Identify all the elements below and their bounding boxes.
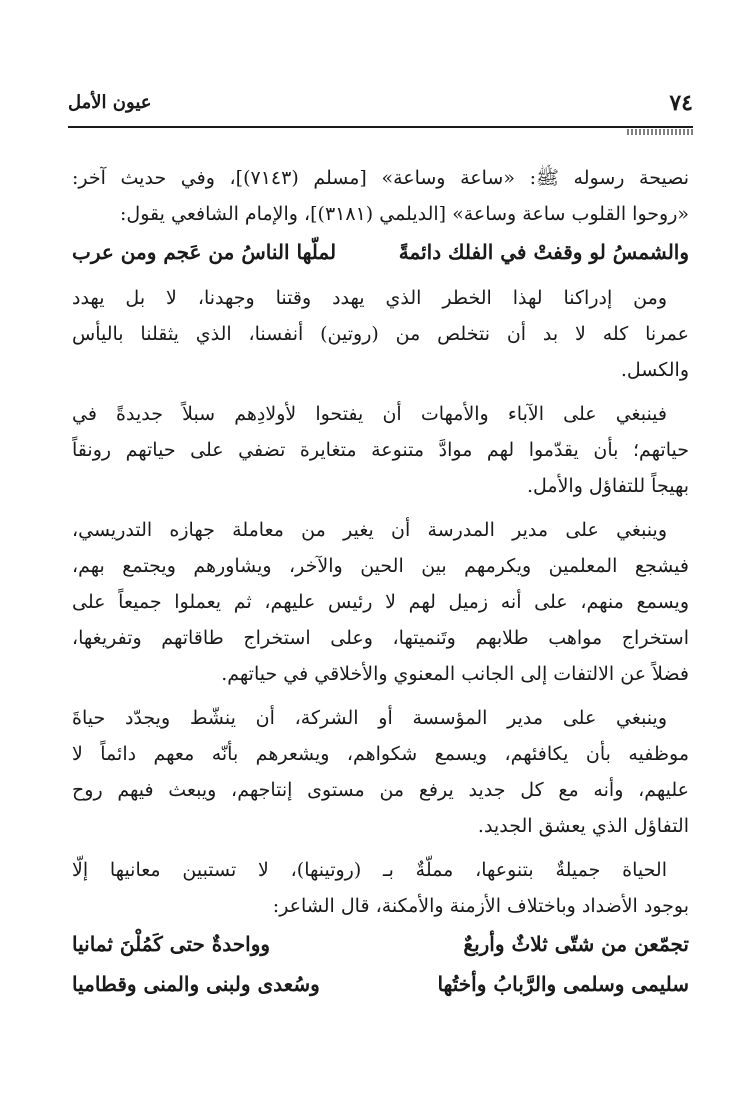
verse-second-hemistich: لملّها الناسُ من عَجم ومن عرب (72, 240, 337, 264)
page-number: ٧٤ (669, 90, 693, 116)
text-line: وينبغي على مدير المؤسسة أو الشركة، أن ينشّط ويجدّد حياةَ (72, 707, 667, 729)
text-line: موظفيه بأن يكافئهم، ويسمع شكواهم، ويشعرهم بأنّه معهم دائماً لا (72, 743, 689, 765)
text-line: فينبغي على الآباء والأمهات أن يفتحوا لأولادِهم سبلاً جديدةً في (72, 403, 667, 425)
paragraph (72, 852, 689, 924)
text-line: التفاؤل الذي يعشق الجديد. (477, 815, 689, 837)
text-line: فضلاً عن الالتفات إلى الجانب المعنوي والأخلاقي في حياتهم. (221, 663, 689, 685)
verse-first-hemistich: سليمى وسلمى والرَّبابُ وأختُها (437, 972, 689, 996)
verse-second-hemistich: وسُعدى ولبنى والمنى وقطاميا (72, 972, 320, 996)
text-line: عمرنا كله لا بد أن نتخلص من (روتين) أنفسنا، الذي يثقلنا باليأس (72, 323, 689, 345)
text-line: ويسمع منهم، على أنه زميل لهم لا رئيس عليهم، ثم يعملوا جميعاً على (72, 591, 689, 613)
text-line: بوجود الأضداد وباختلاف الأزمنة والأمكنة، قال الشاعر: (272, 895, 689, 917)
paragraph (72, 512, 689, 692)
paragraph (72, 280, 689, 388)
text-line: وينبغي على مدير المدرسة أن يغير من معاملة جهازه التدريسي، (72, 519, 667, 541)
text-line: «روحوا القلوب ساعة وساعة» [الديلمي (٣١٨١)]، والإمام الشافعي يقول: (120, 203, 689, 225)
header-rule (68, 126, 693, 128)
ornament-divider (627, 129, 693, 135)
text-line: بهيجاً للتفاؤل والأمل. (526, 475, 689, 497)
verse-first-hemistich: تجمّعن من شتّى ثلاثٌ وأربعٌ (463, 932, 689, 956)
text-line: نصيحة رسوله ﷺ: «ساعة وساعة» [مسلم (٧١٤٣)]، وفي حديث آخر: (72, 167, 689, 189)
text-line: عليهم، وأنه مع كل جديد يرفع من مستوى إنتاجهم، ويبعث فيهم روح (72, 779, 689, 801)
verse-first-hemistich: والشمسُ لو وقفتْ في الفلك دائمةً (398, 240, 689, 264)
poetry-verse (72, 924, 689, 964)
text-line: حياتهم؛ بأن يقدّموا لهم موادَّ متنوعة متغايرة تضفي على حياتهم رونقاً (72, 439, 689, 461)
text-line: فيشجع المعلمين ويكرمهم بين الحين والآخر، ويشاورهم ويجتمع بهم، (72, 555, 689, 577)
poetry-verse (72, 232, 689, 272)
text-line: والكسل. (620, 359, 689, 381)
book-title: عيون الأمل (68, 92, 152, 113)
paragraph (72, 396, 689, 504)
poetry-verse (72, 964, 689, 1004)
body-text (72, 160, 689, 1004)
text-line: الحياة جميلةٌ بتنوعها، مملّةٌ بـ (روتينها)، لا تستبين معانيها إلّا (72, 859, 667, 881)
verse-second-hemistich: وواحدةٌ حتى كَمُلْنَ ثمانيا (72, 932, 271, 956)
text-line: ومن إدراكنا لهذا الخطر الذي يهدد وقتنا وجهدنا، لا بل يهدد (72, 287, 667, 309)
page-header (68, 88, 693, 128)
paragraph (72, 160, 689, 232)
text-line: استخراج مواهب طلابهم وتَنميتها، وعلى استخراج طاقاتهم وتفريغها، (72, 627, 689, 649)
paragraph (72, 700, 689, 844)
